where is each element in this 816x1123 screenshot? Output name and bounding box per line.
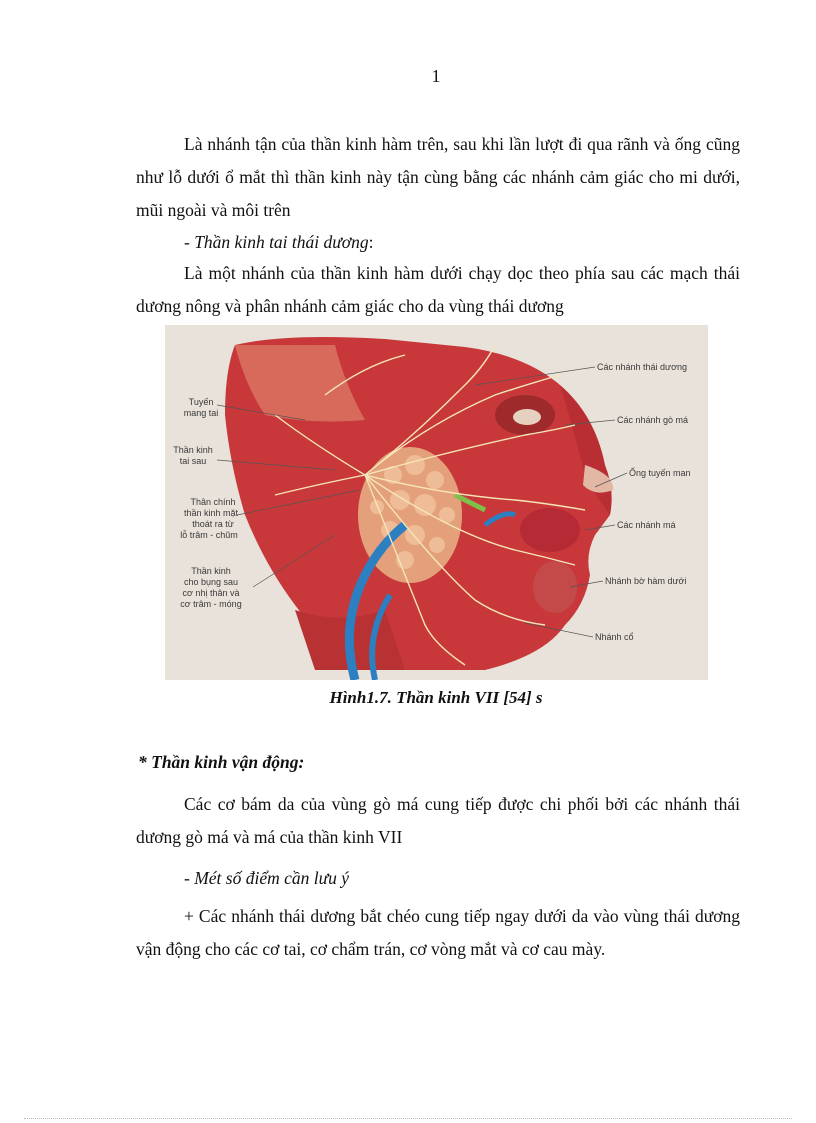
anatomy-drawing [165,325,708,680]
label-digastric-4: cơ trâm - móng [180,599,242,609]
paragraph-infraorbital: Là nhánh tận của thần kinh hàm trên, sau khi lần lượt đi qua rãnh và ống cũng như lỗ dưới ổ mắt thì thần kinh này tận cùng bằng các nhánh cảm giác cho mi dưới, mũi ngoài và môi trên [136,134,740,220]
subheading-notes: - Mét số điểm cần lưu ý [184,868,350,888]
label-parotid-duct: Ống tuyến man [629,468,691,478]
label-main-trunk-3: thoát ra từ [192,519,234,529]
label-digastric-3: cơ nhị thân và [182,588,240,598]
label-marginal-mandibular: Nhánh bờ hàm dưới [605,576,687,586]
paragraph-temporal-branches: + Các nhánh thái dương bắt chéo cung tiếp ngay dưới da vào vùng thái dương vận động cho các cơ tai, cơ chẩm trán, cơ vòng mắt và cơ cau mày. [136,906,740,959]
label-posterior-auricular-2: tai sau [179,456,207,466]
subheading-suffix: : [368,232,374,252]
figure-caption: Hình1.7. Thần kinh VII [54] s [329,688,543,707]
page-number: 1 [431,66,441,86]
label-posterior-auricular-1: Thần kinh [173,445,213,455]
label-parotid-2: mang tai [183,408,219,418]
label-zygomatic-branches: Các nhánh gò má [617,415,689,425]
page-bottom-border [24,1118,792,1119]
facial-nerve-illustration [165,325,708,680]
label-digastric-2: cho bụng sau [183,577,239,587]
subheading-auriculotemporal [184,226,374,259]
label-parotid-1: Tuyến [188,397,214,407]
label-cervical-branch: Nhánh cổ [595,632,634,642]
subheading-prefix: - [184,232,195,252]
label-digastric-1: Thần kinh [191,566,231,576]
label-main-trunk-2: thần kinh mặt [183,508,239,518]
label-main-trunk-4: lỗ trâm - chũm [180,530,238,540]
subheading-title: Thần kinh tai thái dương [194,232,369,252]
label-buccal-branches: Các nhánh má [617,520,676,530]
paragraph-auriculotemporal: Là một nhánh của thần kinh hàm dưới chạy dọc theo phía sau các mạch thái dương nông và phân nhánh cảm giác cho da vùng thái dương [136,263,740,316]
label-temporal-branches: Các nhánh thái dương [597,362,687,372]
label-main-trunk-1: Thân chính [190,497,236,507]
paragraph-motor-muscles: Các cơ bám da của vùng gò má cung tiếp được chi phối bởi các nhánh thái dương gò má và má của thần kinh VII [136,794,740,847]
heading-motor-nerve: * Thần kinh vận động: [138,752,305,772]
